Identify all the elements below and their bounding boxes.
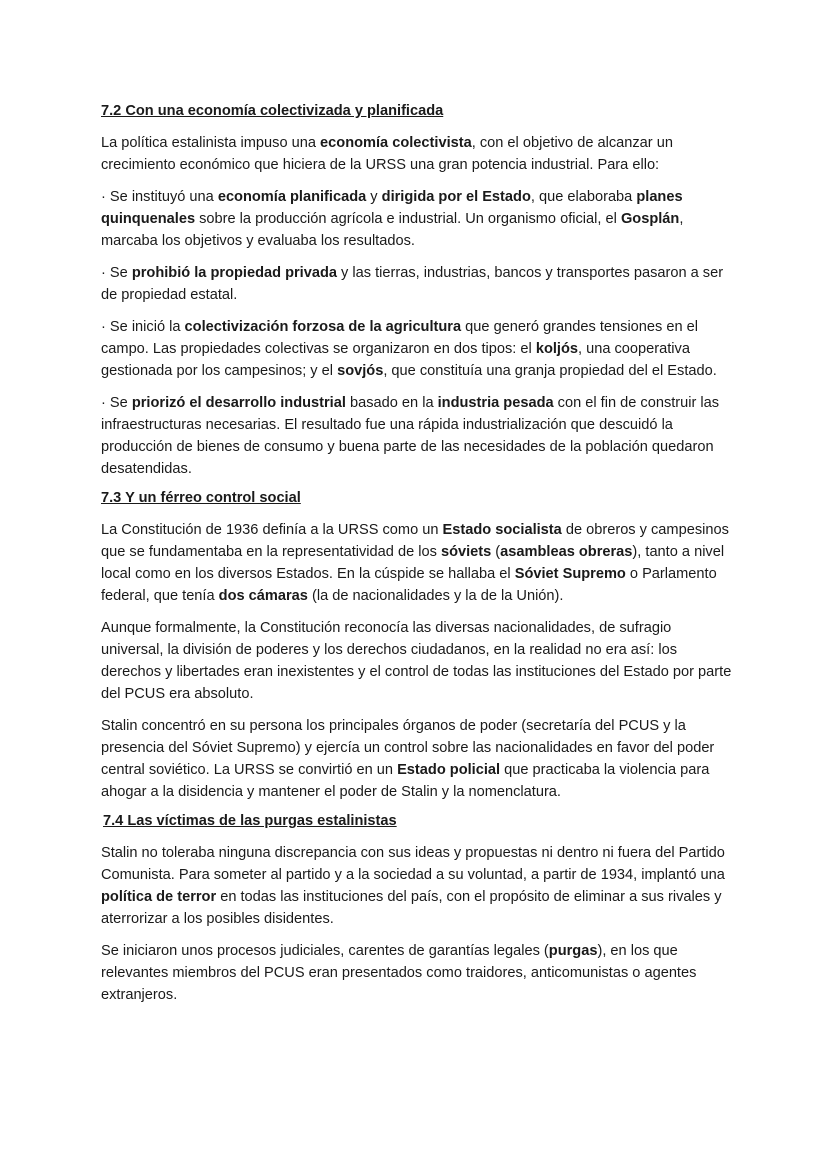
text-run: sobre la producción agrícola e industrial. Un organismo oficial, el [195,211,621,227]
text-run: , una cooperativa gestionada por los campesinos; y el [101,341,690,379]
section-heading: 7.3 Y un férreo control social [101,490,301,506]
paragraph [101,715,732,803]
text-run: , marcaba los objetivos y evaluaba los resultados. [101,211,684,249]
text-run: La Constitución de 1936 definía a la URSS como un [101,522,443,538]
bold-term: Estado policial [397,762,501,778]
bold-term: política de terror [101,889,217,905]
text-run: La política estalinista impuso una [101,135,321,151]
bold-term: dirigida por el Estado [381,189,531,205]
text-run: , con el objetivo de alcanzar un crecimiento económico que hiciera de la URSS una gran potencia industrial. Para ello: [101,135,673,173]
bold-term: industria pesada [437,395,554,411]
bold-term: Sóviet Supremo [514,566,626,582]
text-run: · Se [101,265,132,281]
bold-term: planes quinquenales [101,189,683,227]
paragraph [101,262,732,306]
section-7-4 [101,811,732,1006]
bold-term: economía planificada [217,189,367,205]
bold-term: economía colectivista [320,135,472,151]
section-heading: 7.4 Las víctimas de las purgas estalinistas [103,813,397,829]
bold-term: purgas [548,943,598,959]
section-7-3 [101,488,732,803]
paragraph [101,132,732,176]
bold-term: Estado socialista [442,522,562,538]
bold-term: sovjós [337,363,384,379]
text-run: · Se [101,395,132,411]
text-run: , que elaboraba [530,189,637,205]
bold-term: koljós [535,341,578,357]
text-run: ), tanto a nivel local como en los diversos Estados. En la cúspide se hallaba el [101,544,725,582]
text-run: y las tierras, industrias, bancos y transportes pasaron a ser de propiedad estatal. [101,265,724,303]
text-run: que generó grandes tensiones en el campo. Las propiedades colectivas se organizaron en dos tipos: el [101,319,699,357]
paragraph [101,940,732,1006]
text-run: basado en la [345,395,438,411]
paragraph [101,842,732,930]
text-run: Stalin concentró en su persona los principales órganos de poder (secretaría del PCUS y la presencia del Sóviet Supremo) y ejercía un control sobre las nacionalidades en favor del poder central soviético. La URSS se convirtió en un [101,718,715,778]
bold-term: priorizó el desarrollo industrial [131,395,346,411]
bold-term: Gosplán [620,211,680,227]
text-run: · Se inició la [101,319,185,335]
paragraph [101,316,732,382]
text-run: con el fin de construir las infraestructuras necesarias. El resultado fue una rápida industrialización que descuidó la producción de bienes de consumo y buena parte de las necesidades de la población quedaron desatendidas. [101,395,720,477]
bold-term: prohibió la propiedad privada [131,265,337,281]
paragraph [101,519,732,607]
paragraph [101,186,732,252]
bold-term: asambleas obreras [500,544,633,560]
text-run: y [366,189,382,205]
text-run: o Parlamento federal, que tenía [101,566,717,604]
section-7-2 [101,101,732,480]
text-run: que practicaba la violencia para ahogar a la disidencia y mantener el poder de Stalin y la nomenclatura. [101,762,710,800]
text-run: , que constituía una granja propiedad del el Estado. [383,363,717,379]
text-run: de obreros y campesinos que se fundamentaba en la representatividad de los [101,522,729,560]
text-run: ), en los que relevantes miembros del PCUS eran presentados como traidores, anticomunistas o agentes extranjeros. [101,943,697,1003]
bold-term: colectivización forzosa de la agricultura [184,319,462,335]
bold-term: dos cámaras [218,588,308,604]
text-run: ( [491,544,501,560]
paragraph [101,392,732,480]
text-run: Se iniciaron unos procesos judiciales, carentes de garantías legales ( [101,943,549,959]
bold-term: sóviets [440,544,492,560]
section-heading: 7.2 Con una economía colectivizada y planificada [101,103,444,119]
text-run: (la de nacionalidades y la de la Unión). [307,588,564,604]
text-run: Stalin no toleraba ninguna discrepancia con sus ideas y propuestas ni dentro ni fuera del Partido Comunista. Para someter al partido y a la sociedad a su voluntad, a partir de 1934, implantó una [101,845,725,883]
text-run: Aunque formalmente, la Constitución reconocía las diversas nacionalidades, de sufragio universal, la división de poderes y los derechos ciudadanos, en la realidad no era así: los derechos y libertades eran inexistentes y el control de todas las instituciones del Estado por parte del PCUS era absoluto. [101,620,732,702]
text-run: en todas las instituciones del país, con el propósito de eliminar a sus rivales y aterrorizar a los posibles disidentes. [101,889,722,927]
paragraph [101,617,732,705]
text-run: · Se instituyó una [101,189,218,205]
